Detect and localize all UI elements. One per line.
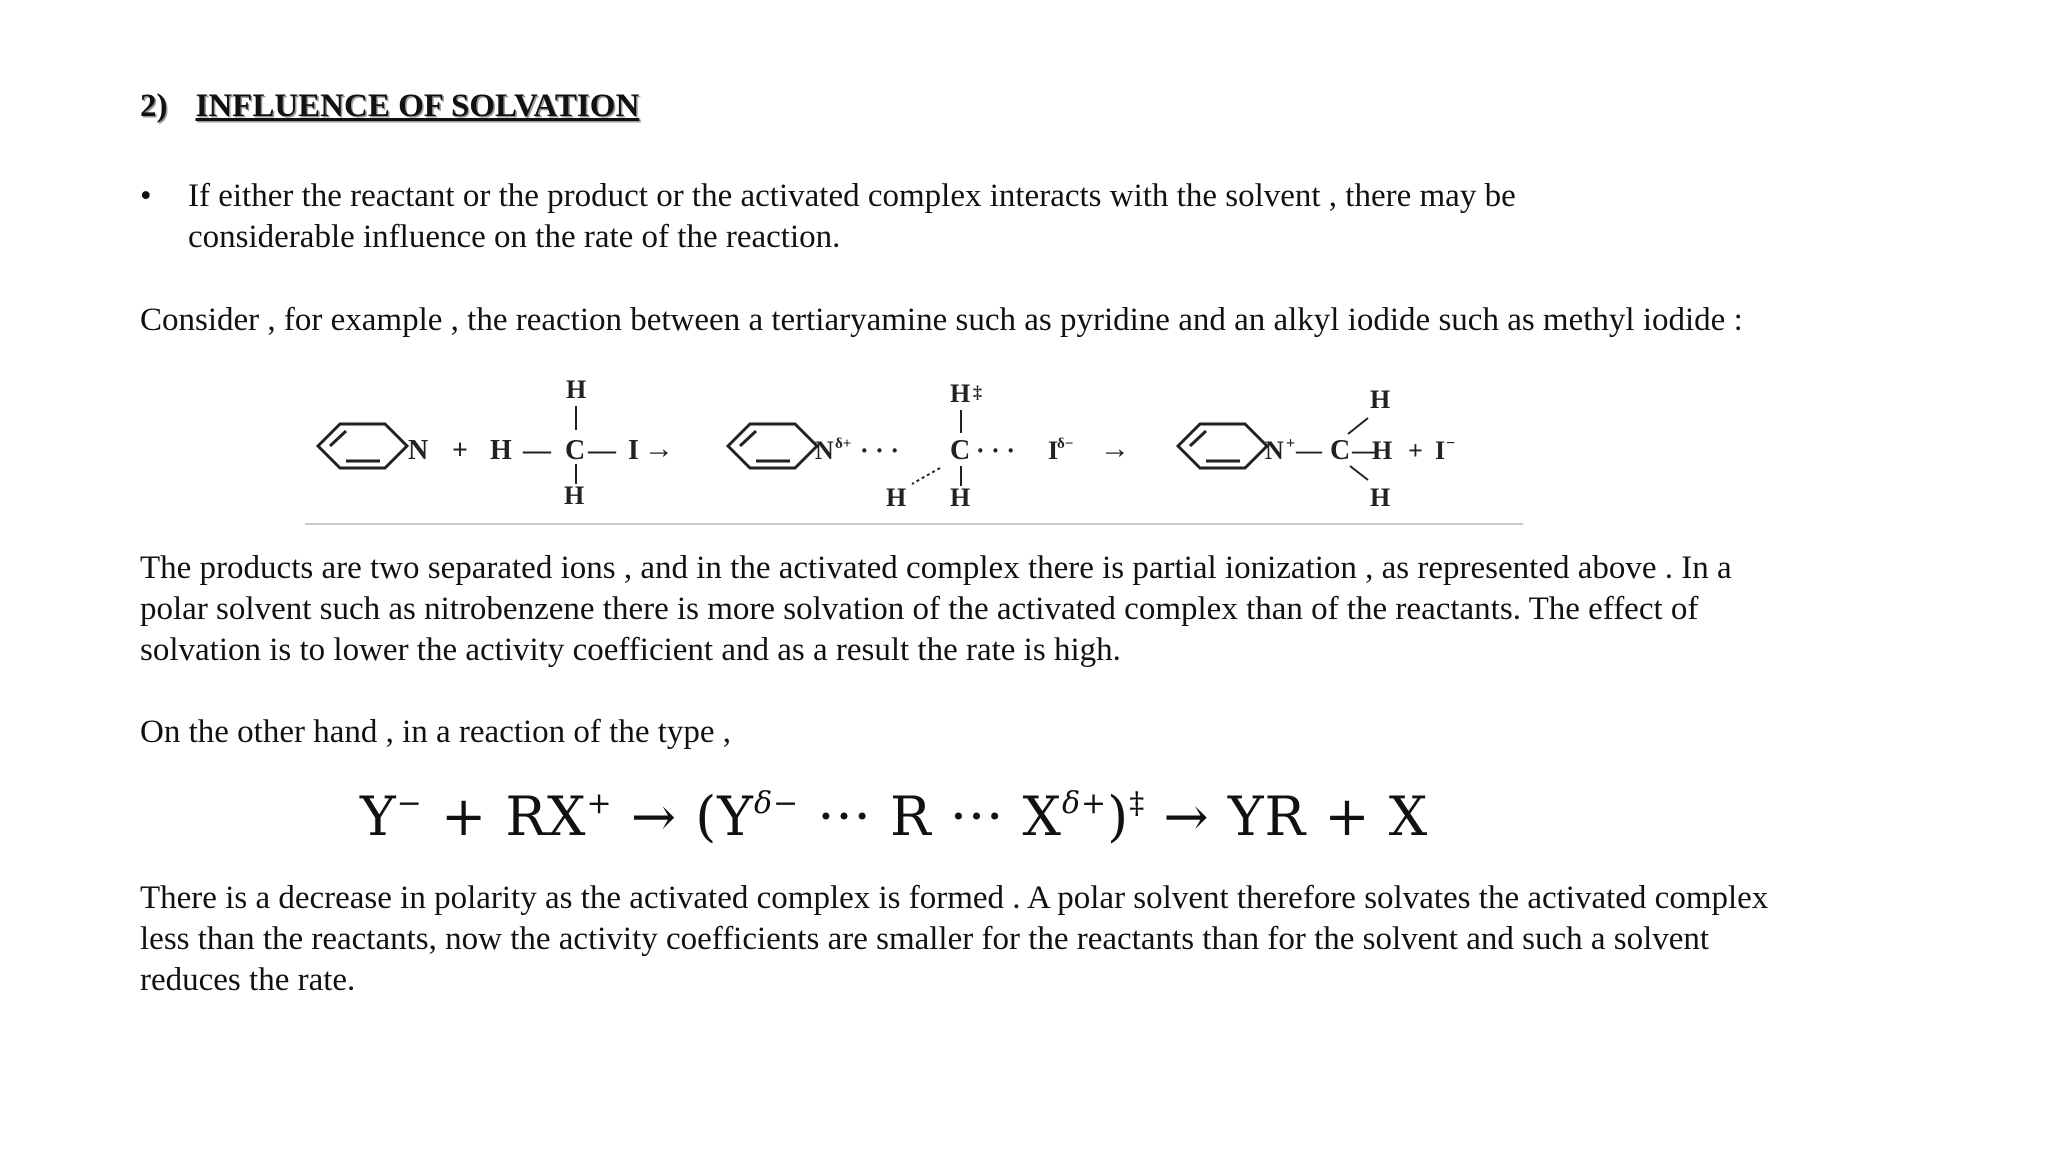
complex-nitrogen-charge: δ+ <box>835 436 852 452</box>
eq-double-dagger: ‡ <box>1129 786 1146 821</box>
paragraph-decrease-polarity: There is a decrease in polarity as the activated complex is formed . A polar solvent therefore solvates the activated complex less than the reactants, now the activity coefficients are smaller for the reactants than for the solvent and such a solvent reduces the rate. <box>140 880 1769 998</box>
eq-arrow-2: → <box>1163 785 1210 848</box>
bullet-symbol: • <box>140 178 152 214</box>
iodide-ion: I <box>1435 436 1446 465</box>
eq-x: X <box>1022 785 1062 848</box>
complex-h-left: H <box>886 483 907 512</box>
eq-open: (Y <box>695 785 754 848</box>
eq-close: ) <box>1107 785 1130 848</box>
bond-diag-up <box>1348 418 1368 434</box>
complex-iodine: I <box>1048 436 1059 465</box>
eq-r: R <box>890 785 932 848</box>
eq-delta-plus: δ+ <box>1061 786 1108 821</box>
methyl-top-h: H <box>566 378 587 404</box>
methyl-carbon: C <box>565 435 586 466</box>
product-bond-mid: — <box>1352 436 1378 465</box>
product-bond: — <box>1296 436 1322 465</box>
complex-nitrogen: N <box>815 436 834 465</box>
reaction-scheme <box>300 378 1540 518</box>
reaction-equation <box>360 785 1428 848</box>
paragraph-other-hand: On the other hand , in a reaction of the type , <box>140 714 732 750</box>
eq-plus-1: + <box>440 785 488 848</box>
product-carbon: C <box>1330 435 1351 466</box>
complex-carbon: C <box>950 435 971 466</box>
eq-arrow-1: → <box>630 785 678 848</box>
methyl-iodine: I <box>628 435 639 466</box>
complex-dots-left: · · · <box>860 436 900 465</box>
eq-y-charge: − <box>396 786 423 821</box>
eq-delta-minus: δ− <box>753 786 800 821</box>
reaction-arrow-2: → <box>1100 432 1130 465</box>
methyl-bond-left: — <box>523 435 551 466</box>
eq-dots-1: ··· <box>817 785 872 848</box>
product-h-top: H <box>1370 385 1391 414</box>
eq-rx: RX <box>505 785 587 848</box>
methyl-bond-right: — <box>588 435 616 466</box>
complex-iodine-charge: δ− <box>1057 436 1074 452</box>
methyl-left-h: H <box>490 435 512 466</box>
product-h-bottom: H <box>1370 483 1391 512</box>
eq-x-final: X <box>1388 785 1429 848</box>
product-nitrogen-charge: + <box>1286 435 1296 452</box>
eq-yr: YR <box>1227 785 1307 848</box>
section-number: 2) <box>140 88 168 124</box>
complex-top-h: H <box>950 379 971 408</box>
methyl-bottom-h: H <box>564 481 585 510</box>
paragraph-products: The products are two separated ions , and in the activated complex there is partial ionization , as represented above . In a polar solvent such as nitrobenzene there is more solvation of the activated complex than of the reactants. The effect of solvation is to lower the activity coefficient and as a result the rate is high. <box>140 550 1732 668</box>
pyridine-ring-3 <box>1178 424 1267 468</box>
reaction-arrow-1: → <box>644 432 674 465</box>
paragraph-example: Consider , for example , the reaction between a tertiaryamine such as pyridine and an alkyl iodide such as methyl iodide : <box>140 302 1743 338</box>
pyridine-ring-2 <box>728 424 817 468</box>
eq-plus-2: + <box>1324 785 1371 848</box>
section-title: INFLUENCE OF SOLVATION <box>195 88 640 124</box>
bond-diag-down <box>1350 466 1368 480</box>
section-heading <box>140 88 639 125</box>
product-h-mid: H <box>1372 436 1393 465</box>
product-nitrogen: N <box>1265 436 1284 465</box>
plus-sign-1: + <box>452 435 468 466</box>
iodide-charge: − <box>1446 435 1456 452</box>
bullet-text: If either the reactant or the product or the activated complex interacts with the solvent , there may be considerable influence on the rate of the reaction. <box>188 178 1516 255</box>
plus-sign-2: + <box>1408 436 1423 465</box>
eq-dots-2: ··· <box>949 785 1005 848</box>
complex-h-right: H <box>950 483 971 512</box>
eq-rx-charge: + <box>586 786 613 821</box>
pyridine-ring-1 <box>318 424 407 468</box>
eq-y: Y <box>360 785 397 848</box>
complex-dots-right: · · · <box>976 436 1016 465</box>
scheme-divider <box>305 523 1523 525</box>
dashed-bond <box>912 468 940 484</box>
complex-double-dagger: ‡ <box>973 382 982 402</box>
pyridine-nitrogen-1: N <box>408 435 429 466</box>
